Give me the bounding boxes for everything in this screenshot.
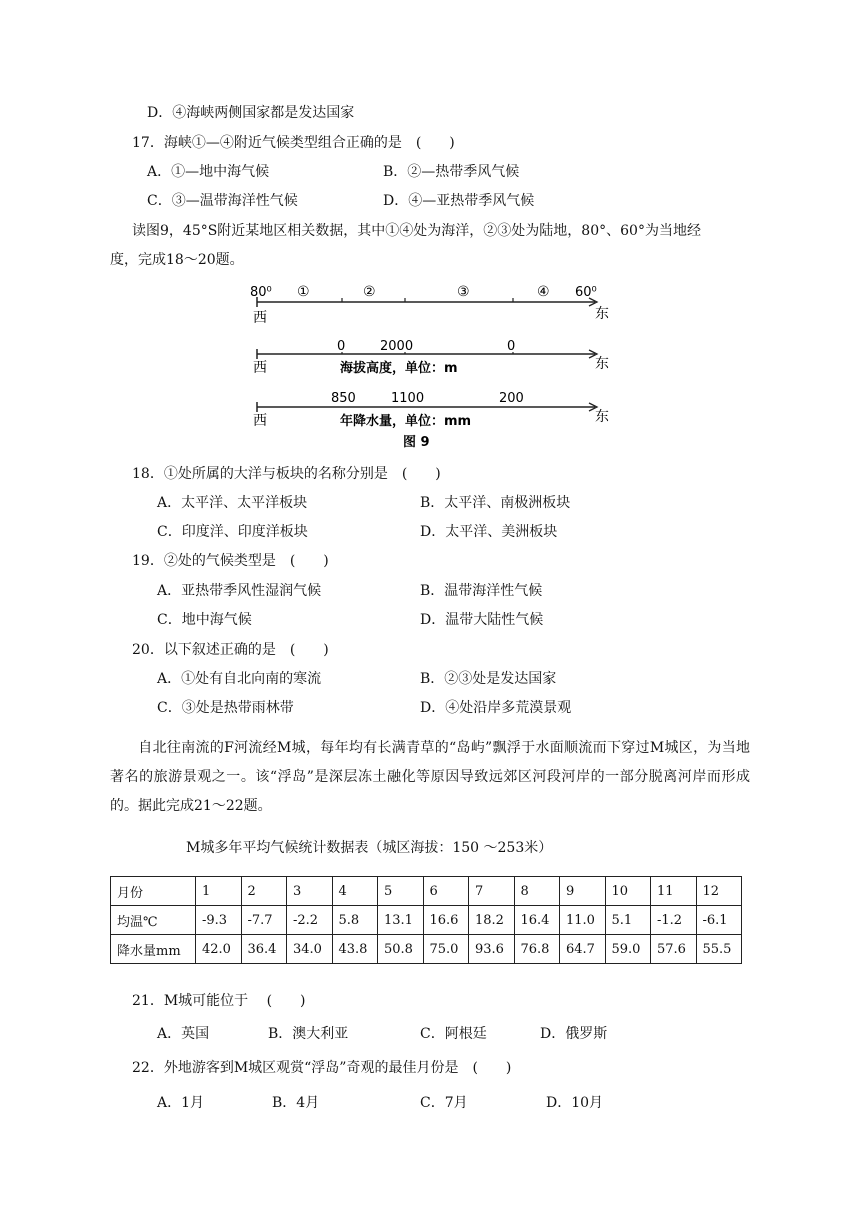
table-cell: 2 [241, 877, 287, 906]
table-cell: 4 [332, 877, 378, 906]
table-cell: 55.5 [696, 935, 742, 964]
table-row-label: 均温℃ [111, 906, 196, 935]
table-row [111, 877, 742, 906]
q22-option-b: B．4月 [272, 1095, 320, 1111]
table-row [111, 935, 742, 964]
table-cell: -9.3 [196, 906, 242, 935]
climate-table [110, 876, 742, 964]
table-cell: 6 [423, 877, 469, 906]
intro21-paragraph [110, 734, 750, 821]
q18-option-a: A．太平洋、太平洋板块 [157, 495, 308, 511]
q20-option-c: C．③处是热带雨林带 [157, 700, 294, 716]
fig9-longitude-80: 80⁰ [250, 285, 272, 300]
table-title: M城多年平均气候统计数据表（城区海拔：150 ～253米） [186, 840, 553, 856]
q20-stem: 20．以下叙述正确的是 ( ) [132, 642, 329, 658]
table-row [111, 906, 742, 935]
fig9-longitude-60: 60⁰ [575, 285, 597, 300]
fig9-point-3: ③ [457, 284, 470, 300]
intro21-text: 自北往南流的F河流经M城，每年均有长满青草的“岛屿”飘浮于水面顺流而下穿过M城区，为当地著名的旅游景观之一。该“浮岛”是深层冻土融化等原因导致远郊区河段河岸的一部分脱离河岸而形成的。据此完成21～22题。 [110, 740, 750, 814]
table-cell: -1.2 [651, 906, 697, 935]
table-cell: 76.8 [514, 935, 560, 964]
fig9-precip-1100: 1100 [391, 391, 425, 406]
table-cell: 7 [469, 877, 515, 906]
fig9-east-2: 东 [595, 356, 609, 372]
q21-option-c: C．阿根廷 [420, 1026, 487, 1042]
table-cell: -6.1 [696, 906, 742, 935]
fig9-point-1: ① [297, 284, 310, 300]
intro9-line1: 读图9，45°S附近某地区相关数据，其中①④处为海洋，②③处为陆地，80°、60°为当地经 [132, 223, 701, 239]
q19-option-d: D．温带大陆性气候 [420, 612, 544, 628]
q19-option-a: A．亚热带季风性湿润气候 [157, 583, 322, 599]
table-cell: 42.0 [196, 935, 242, 964]
fig9-label: 图 9 [403, 435, 430, 450]
fig9-point-4: ④ [537, 284, 550, 300]
table-cell: 64.7 [560, 935, 606, 964]
fig9-elevation-caption: 海拔高度，单位：m [340, 361, 458, 376]
table-cell: 43.8 [332, 935, 378, 964]
q17-option-c: C．③—温带海洋性气候 [147, 193, 298, 209]
fig9-point-2: ② [363, 284, 376, 300]
table-cell: 8 [514, 877, 560, 906]
table-cell: 36.4 [241, 935, 287, 964]
table-cell: 93.6 [469, 935, 515, 964]
fig9-elev-0-west: 0 [337, 339, 346, 354]
q20-option-a: A．①处有自北向南的寒流 [157, 671, 322, 687]
table-cell: 57.6 [651, 935, 697, 964]
table-cell: 5.1 [605, 906, 651, 935]
table-cell: 5.8 [332, 906, 378, 935]
fig9-precip-200: 200 [499, 391, 524, 406]
q19-option-c: C．地中海气候 [157, 612, 252, 628]
fig9-east-3: 东 [595, 409, 609, 425]
q19-stem: 19．②处的气候类型是 ( ) [132, 553, 329, 569]
table-cell: 18.2 [469, 906, 515, 935]
table-cell: 11.0 [560, 906, 606, 935]
fig9-west-3: 西 [253, 413, 267, 429]
table-cell: 9 [560, 877, 606, 906]
table-cell: 75.0 [423, 935, 469, 964]
fig9-west-1: 西 [253, 310, 267, 326]
q21-option-b: B．澳大利亚 [268, 1026, 349, 1042]
table-cell: 11 [651, 877, 697, 906]
q21-option-a: A．英国 [157, 1026, 210, 1042]
q20-option-b: B．②③处是发达国家 [420, 671, 557, 687]
q17-option-a: A．①—地中海气候 [147, 164, 270, 180]
table-cell: 50.8 [378, 935, 424, 964]
q17-option-b: B．②—热带季风气候 [383, 164, 520, 180]
table-cell: 1 [196, 877, 242, 906]
fig9-west-2: 西 [253, 360, 267, 376]
table-cell: 16.4 [514, 906, 560, 935]
intro9-line2: 度，完成18～20题。 [110, 252, 244, 268]
table-row-label: 月份 [111, 877, 196, 906]
q16-option-d: D．④海峡两侧国家都是发达国家 [147, 105, 355, 121]
q18-stem: 18．①处所属的大洋与板块的名称分别是 ( ) [132, 466, 441, 482]
table-cell: 13.1 [378, 906, 424, 935]
q18-option-c: C．印度洋、印度洋板块 [157, 524, 308, 540]
q22-stem: 22．外地游客到M城区观赏“浮岛”奇观的最佳月份是 ( ) [132, 1060, 512, 1076]
q19-option-b: B．温带海洋性气候 [420, 583, 543, 599]
fig9-elev-2000: 2000 [380, 339, 414, 354]
q21-option-d: D．俄罗斯 [540, 1026, 608, 1042]
table-cell: 3 [287, 877, 333, 906]
fig9-precip-850: 850 [331, 391, 356, 406]
fig9-elev-0-east: 0 [507, 339, 516, 354]
table-cell: 16.6 [423, 906, 469, 935]
table-cell: 59.0 [605, 935, 651, 964]
q22-option-d: D．10月 [546, 1095, 604, 1111]
fig9-east-1: 东 [595, 306, 609, 322]
table-cell: 12 [696, 877, 742, 906]
table-cell: -2.2 [287, 906, 333, 935]
fig9-precip-caption: 年降水量，单位：mm [340, 414, 472, 429]
q17-option-d: D．④—亚热带季风气候 [383, 193, 535, 209]
q22-option-c: C．7月 [420, 1095, 468, 1111]
q20-option-d: D．④处沿岸多荒漠景观 [420, 700, 572, 716]
figure-9 [245, 280, 615, 450]
table-cell: 34.0 [287, 935, 333, 964]
q21-stem: 21．M城可能位于 ( ) [132, 993, 306, 1009]
q18-option-d: D．太平洋、美洲板块 [420, 524, 558, 540]
q18-option-b: B．太平洋、南极洲板块 [420, 495, 571, 511]
q17-stem: 17．海峡①—④附近气候类型组合正确的是 ( ) [132, 135, 455, 151]
table-cell: -7.7 [241, 906, 287, 935]
q22-option-a: A．1月 [157, 1095, 205, 1111]
table-cell: 5 [378, 877, 424, 906]
table-row-label: 降水量mm [111, 935, 196, 964]
table-cell: 10 [605, 877, 651, 906]
